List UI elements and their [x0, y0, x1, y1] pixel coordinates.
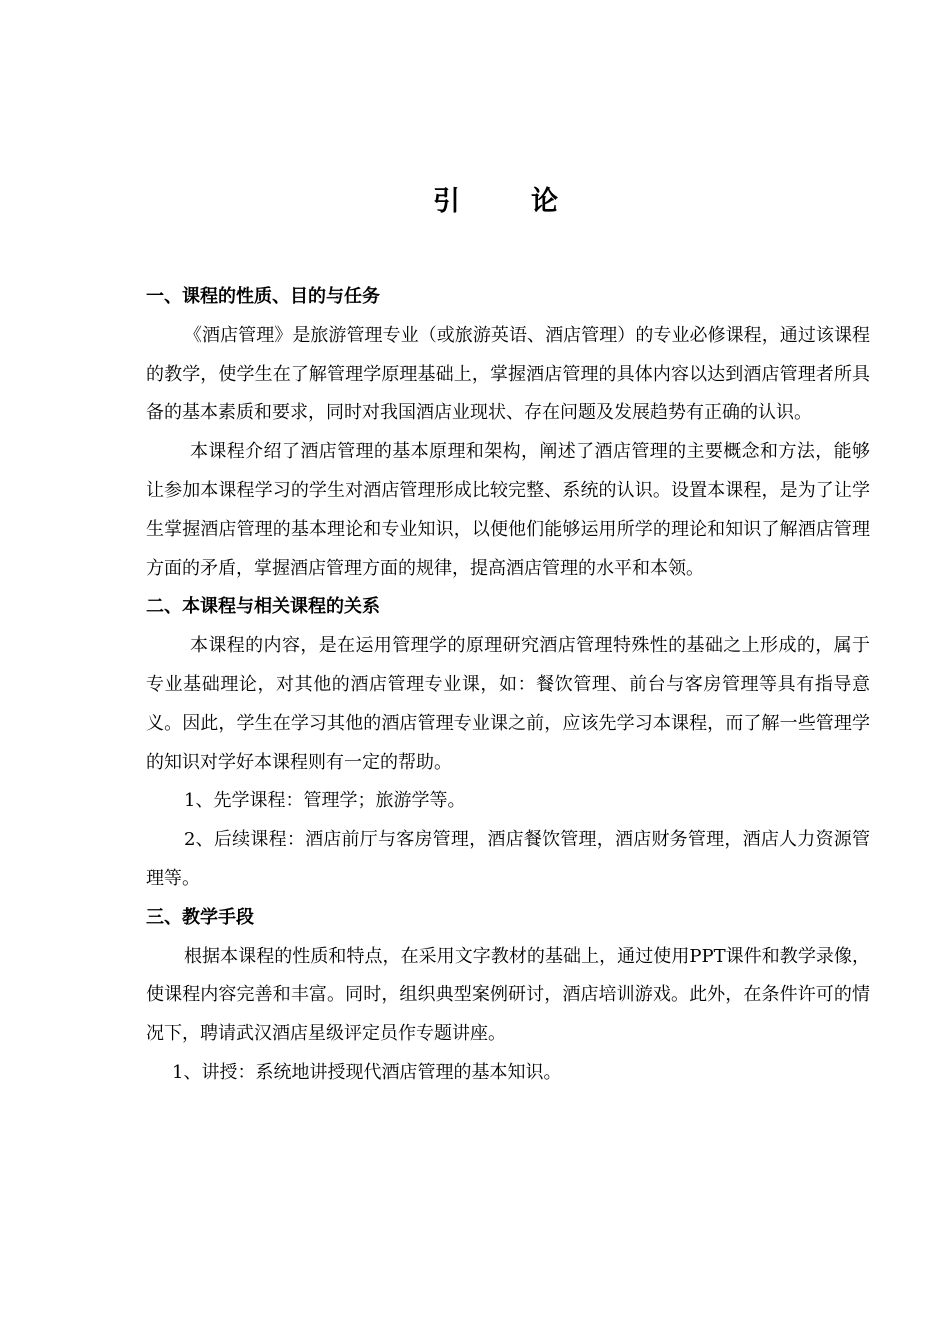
section-related-courses	[146, 588, 870, 898]
section-course-nature	[146, 278, 870, 588]
paragraph: 本课程的内容，是在运用管理学的原理研究酒店管理特殊性的基础之上形成的，属于专业基础理论，对其他的酒店管理专业课，如：餐饮管理、前台与客房管理等具有指导意义。因此，学生在学习其他的酒店管理专业课之前，应该先学习本课程，而了解一些管理学的知识对学好本课程则有一定的帮助。	[146, 635, 870, 773]
section-heading: 一、课程的性质、目的与任务	[146, 286, 380, 307]
list-item: 2、后续课程：酒店前厅与客房管理，酒店餐饮管理，酒店财务管理，酒店人力资源管理等。	[146, 829, 870, 889]
document-body	[146, 278, 870, 1093]
section-teaching-methods	[146, 899, 870, 1093]
section-heading: 二、本课程与相关课程的关系	[146, 596, 380, 618]
section-heading: 三、教学手段	[146, 906, 254, 928]
list-item: 1、先学课程：管理学；旅游学等。	[184, 790, 466, 812]
paragraph: 《酒店管理》是旅游管理专业（或旅游英语、酒店管理）的专业必修课程，通过该课程的教学，使学生在了解管理学原理基础上，掌握酒店管理的具体内容以达到酒店管理者所具备的基本素质和要求，同时对我国酒店业现状、存在问题及发展趋势有正确的认识。	[146, 324, 870, 424]
paragraph: 根据本课程的性质和特点，在采用文字教材的基础上，通过使用PPT课件和教学录像，使课程内容完善和丰富。同时，组织典型案例研讨，酒店培训游戏。此外，在条件许可的情况下，聘请武汉酒店星级评定员作专题讲座。	[146, 945, 870, 1045]
list-item: 1、讲授：系统地讲授现代酒店管理的基本知识。	[172, 1061, 562, 1083]
page-title: 引 论	[433, 186, 580, 217]
paragraph: 本课程介绍了酒店管理的基本原理和架构，阐述了酒店管理的主要概念和方法，能够让参加本课程学习的学生对酒店管理形成比较完整、系统的认识。设置本课程，是为了让学生掌握酒店管理的基本理论和专业知识，以便他们能够运用所学的理论和知识了解酒店管理方面的矛盾，掌握酒店管理方面的规律，提高酒店管理的水平和本领。	[146, 441, 870, 579]
